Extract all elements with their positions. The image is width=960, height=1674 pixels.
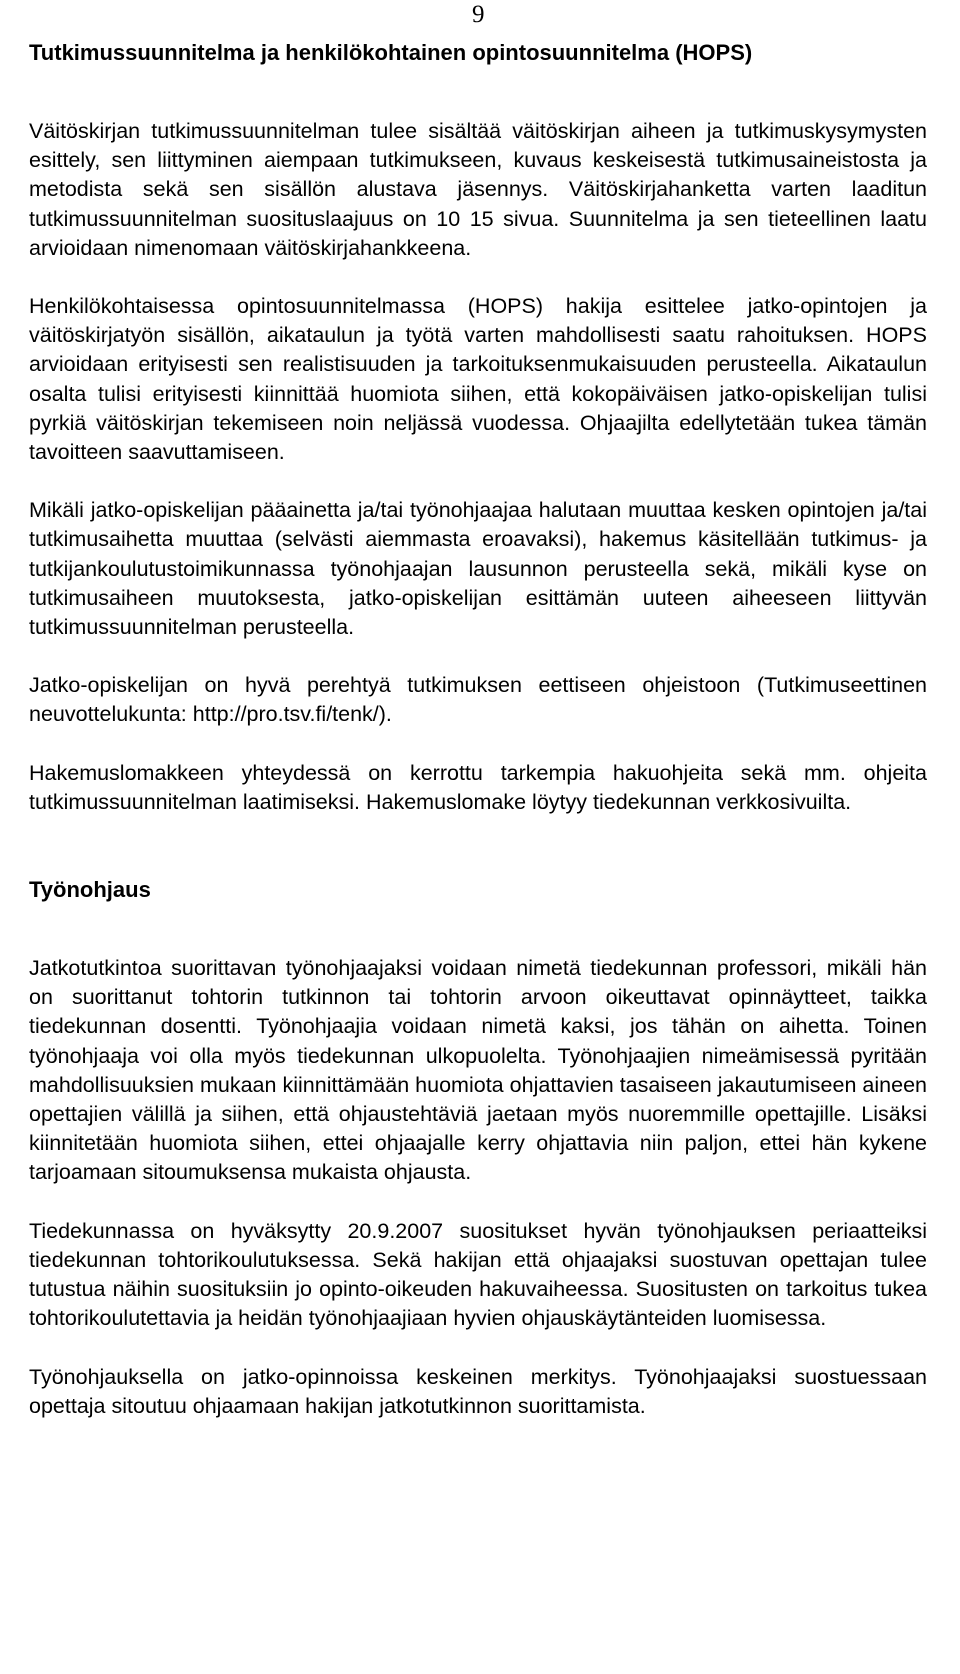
paragraph-hops-4: Jatko-opiskelijan on hyvä perehtyä tutkimuksen eettiseen ohjeistoon (Tutkimuseettinen neuvottelukunta: http://pro.tsv.fi/tenk/). bbox=[29, 673, 927, 727]
paragraph-tyonohjaus-2: Tiedekunnassa on hyväksytty 20.9.2007 suositukset hyvän työnohjauksen periaatteiksi tiedekunnan tohtorikoulutuksessa. Sekä hakijan että ohjaajaksi suostuvan opettajan tulee tutustua näihin suosituksiin jo opinto-oikeuden hakuvaiheessa. Suositusten on tarkoitus tukea tohtorikoulutettavia ja heidän työnohjaajiaan hyvien ohjauskäytänteiden luomisessa. bbox=[29, 1218, 927, 1331]
section-heading-tyonohjaus: Työnohjaus bbox=[29, 877, 151, 903]
page-number: 9 bbox=[472, 1, 485, 28]
paragraph-hops-2: Henkilökohtaisessa opintosuunnitelmassa (HOPS) hakija esittelee jatko-opintojen ja väitöskirjatyön sisällön, aikataulun ja työtä varten mahdollisesti saatu rahoituksen. HOPS arvioidaan erityisesti sen realistisuuden ja tarkoituksenmukaisuuden perusteella. Aikataulun osalta tulisi erityisesti kiinnittää huomiota siihen, että kokopäiväisen jatko-opiskelijan tulisi pyrkiä väitöskirjan tekemiseen noin neljässä vuodessa. Ohjaajilta edellytetään tukea tämän tavoitteen saavuttamiseen. bbox=[29, 294, 927, 465]
paragraph-tyonohjaus-1: Jatkotutkintoa suorittavan työnohjaajaksi voidaan nimetä tiedekunnan professori, mikäli hän on suorittanut tohtorin tutkinnon tai tohtorin arvoon oikeuttavat opinnäytteet, taikka tiedekunnan dosentti. Työnohjaajia voidaan nimetä kaksi, jos tähän on aihetta. Toinen työnohjaaja voi olla myös tiedekunnan ulkopuolelta. Työnohjaajien nimeämisessä pyritään mahdollisuuksien mukaan kiinnittämään huomiota ohjattavien tasaiseen jakautumiseen aineen opettajien välillä ja siihen, että ohjaustehtäviä jaetaan myös nuoremmille opettajille. Lisäksi kiinnitetään huomiota siihen, ettei ohjaajalle kerry ohjattavia niin paljon, ettei hän kykene tarjoamaan sitoumuksensa mukaista ohjausta. bbox=[29, 956, 927, 1185]
paragraph-hops-1: Väitöskirjan tutkimussuunnitelman tulee sisältää väitöskirjan aiheen ja tutkimuskysymysten esittely, sen liittyminen aiempaan tutkimukseen, kuvaus keskeisestä tutkimusaineistosta ja metodista sekä sen sisällön alustava jäsennys. Väitöskirjahanketta varten laaditun tutkimussuunnitelman suosituslaajuus on 10 15 sivua. Suunnitelma ja sen tieteellinen laatu arvioidaan nimenomaan väitöskirjahankkeena. bbox=[29, 119, 927, 260]
paragraph-hops-5: Hakemuslomakkeen yhteydessä on kerrottu tarkempia hakuohjeita sekä mm. ohjeita tutkimussuunnitelman laatimiseksi. Hakemuslomake löytyy tiedekunnan verkkosivuilta. bbox=[29, 760, 927, 814]
document-body bbox=[29, 38, 927, 1421]
paragraph-hops-3: Mikäli jatko-opiskelijan pääainetta ja/tai työnohjaajaa halutaan muuttaa kesken opintojen ja/tai tutkimusaihetta muuttaa (selvästi aiemmasta eroavaksi), hakemus käsitellään tutkimus- ja tutkijankoulutustoimikunnassa työnohjaajan lausunnon perusteella sekä, mikäli kyse on tutkimusaiheen muutoksesta, jatko-opiskelijan esittämän uuteen aiheeseen liittyvän tutkimussuunnitelman perusteella. bbox=[29, 498, 927, 640]
section-heading-hops: Tutkimussuunnitelma ja henkilökohtainen opintosuunnitelma (HOPS) bbox=[29, 40, 753, 65]
paragraph-tyonohjaus-3: Työnohjauksella on jatko-opinnoissa keskeinen merkitys. Työnohjaajaksi suostuessaan opettaja sitoutuu ohjaamaan hakijan jatkotutkinnon suorittamista. bbox=[29, 1364, 927, 1418]
